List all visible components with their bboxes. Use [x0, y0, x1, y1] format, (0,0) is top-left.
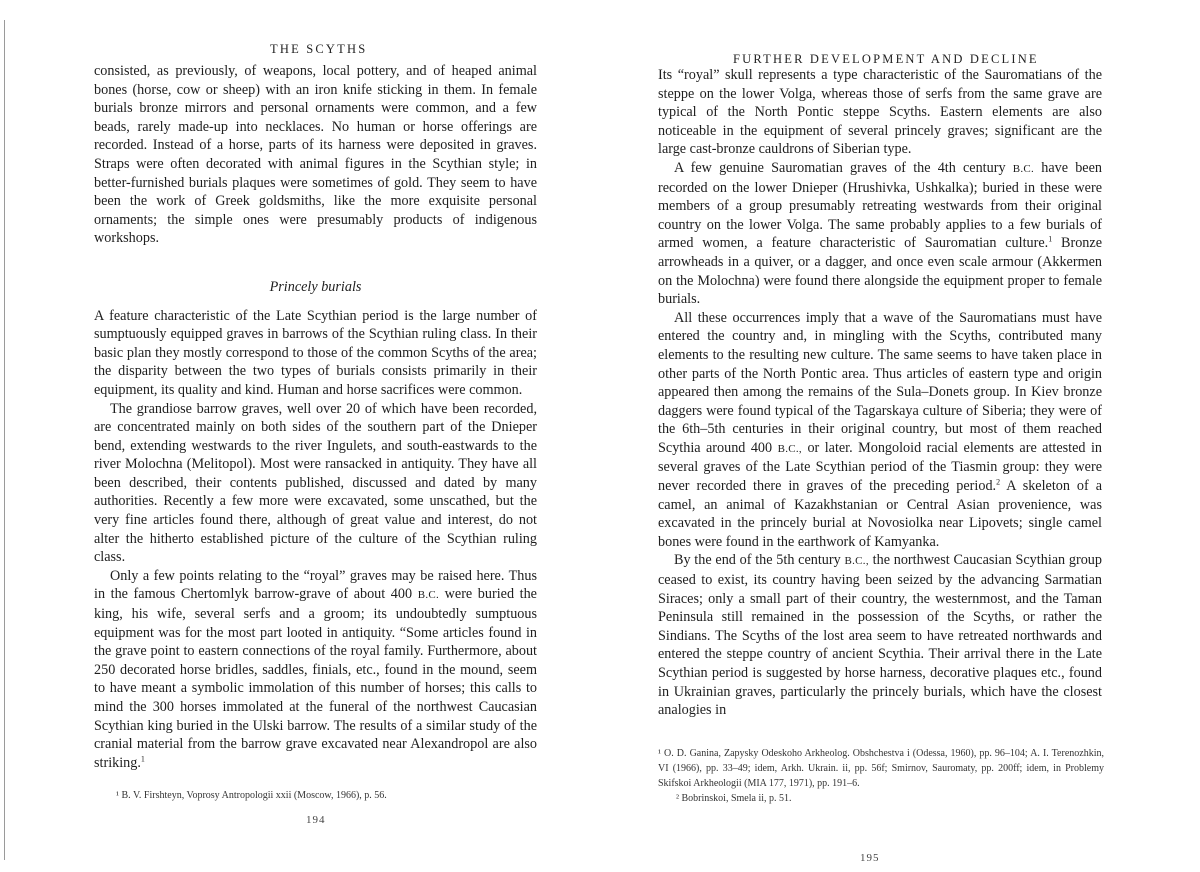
page-number-right: 195 [860, 852, 880, 864]
era-abbrev: B.C., [844, 555, 869, 568]
footnotes-right [658, 746, 1104, 806]
text-run: A few genuine Sauromatian graves of the 4th century [674, 159, 1013, 176]
paragraph [658, 159, 1102, 309]
page-number-left: 194 [306, 814, 326, 826]
era-abbrev: B.C., [777, 442, 802, 455]
right-body-text [658, 66, 1102, 720]
text-run: Only a few points relating to the “royal” graves may be raised here. Thus in the famous Chertomlyk barrow-grave of about 400 [94, 567, 537, 603]
paragraph [658, 551, 1102, 719]
text-run: or later. Mongoloid racial elements are attested in several graves of the Late Scythian period of the Tiasmin group: they were never recorded there in graves of the preceding period. [658, 439, 1102, 495]
paragraph: A feature characteristic of the Late Scythian period is the large number of sumptuously equipped graves in barrows of the Scythian ruling class. In their basic plan they mostly correspond to those of the common Scyths of the area; the disparity between the two types of burials consists primarily in their equipment, its quality and kind. Human and horse sacrifices were common. [94, 307, 537, 398]
text-run: All these occurrences imply that a wave of the Sauromatians must have entered the country and, in mingling with the Scyths, contributed many elements to the resulting new culture. The same seems to have taken place in other parts of the North Pontic area. Thus articles of eastern type and origin appeared then among the remains of the Sula–Donets group. In Kiev bronze daggers were found typical of the Tagarskaya culture of Siberia; they were of the 6th–5th centuries in their original country, but most of them reached Scythia around 400 [658, 309, 1102, 456]
footnote-ref: 2 [996, 477, 1001, 487]
footnote-text: ² Bobrinskoi, Smela ii, p. 51. [676, 793, 792, 804]
text-run: have been recorded on the lower Dnieper (Hrushivka, Ushkalka); buried in these were members of a group presumably retreating westwards from their original country on the lower Volga. The same probably applies to a few burials of armed women, a feature characteristic of Sauromatian culture. [658, 159, 1102, 252]
paragraph: Its “royal” skull represents a type characteristic of the Sauromatians of the steppe on the lower Volga, whereas those of serfs from the same grave are typical of the North Pontic steppe Scyths. Eastern elements are also noticeable in the equipment of several princely graves; significant are the large cast-bronze cauldrons of Siberian type. [658, 67, 1102, 158]
running-head-left: THE SCYTHS [270, 42, 368, 56]
right-page [600, 0, 1200, 872]
text-run: Bronze arrowheads in a quiver, or a dagger, and once even scale armour (Akkermen on the Molochna) were found there alongside the equipment proper to female burials. [658, 235, 1102, 308]
footnote-ref: 1 [1048, 234, 1053, 244]
era-abbrev: B.C. [417, 589, 440, 602]
section-heading: Princely burials [269, 278, 362, 295]
running-head-right: FURTHER DEVELOPMENT AND DECLINE [733, 52, 1039, 66]
paragraph: The grandiose barrow graves, well over 20 of which have been recorded, are concentrated mainly on both sides of the southern part of the Dnieper bend, extending westwards to the river Ingulets, and south-eastwards to the river Molochna (Melitopol). Most were ransacked in antiquity. They have all been described, their contents published, discussed and dated by many authorities. Recently a few more were excavated, some unscathed, but the very fine articles found there, although of great value and interest, do not alter the hitherto established picture of the culture of the Scythian ruling class. [94, 400, 537, 566]
paragraph [94, 567, 537, 773]
footnote-text: ¹ B. V. Firshteyn, Voprosy Antropologii xxii (Moscow, 1966), p. 56. [116, 790, 387, 801]
text-run: A skeleton of a camel, an animal of Kazakhstanian or Central Asian provenience, was excavated in the princely burial at Novosiolka near Lipovets; single camel bones were found in the earthwork of Kamyanka. [658, 478, 1103, 550]
page-edge-line [4, 20, 5, 860]
paragraph [658, 309, 1102, 552]
footnote-left [116, 788, 536, 803]
footnote-text: ¹ O. D. Ganina, Zapysky Odeskoho Arkheolog. Obshchestva i (Odessa, 1960), pp. 96–104; A. I. Terenozhkin, VI (1966), pp. 33–49; idem, Arkh. Ukrain. ii, pp. 56f; Smirnov, Sauromaty, pp. 200ff; idem, in Problemy Skifskoi Arkheologii (MIA 177, 1971), pp. 191–6. [658, 748, 1104, 789]
footnote-ref: 1 [140, 754, 145, 764]
text-run: By the end of the 5th century [674, 552, 845, 569]
text-run: the northwest Caucasian Scythian group ceased to exist, its country having been seized by the advancing Sarmatian Siraces; only a small part of their country, the westernmost, and the Taman Peninsula still remained in the possession of the Scyths, or rather the Sindians. The Scyths of the lost area seem to have retreated northwards and entered the steppe country of ancient Scythia. Their arrival there in the Late Scythian period is suggested by horse harness, decorative plaques etc., found in Ukrainian graves, particularly the princely burials, which have the closest analogies in [658, 552, 1102, 719]
text-run: were buried the king, his wife, several serfs and a groom; its undoubtedly sumptuous equipment was for the most part looted in antiquity. “Some articles found in the grave point to eastern connections of the royal family. Furthermore, about 250 decorated horse bridles, saddles, finials, etc., found in the mound, seem to have meant a symbolic immolation of this number of horses; this calls to mind the 300 horses immolated at the funeral of the northwest Caucasian Scythian king buried in the Ulski barrow. The results of a similar study of the cranial material from the barrow grave excavated near Alexandropol are also striking. [94, 586, 537, 771]
paragraph: consisted, as previously, of weapons, local pottery, and of heaped animal bones (horse, cow or sheep) with an iron knife sticking in them. In female burials bronze mirrors and personal ornaments were common, and a few beads, rarely made-up into necklaces. No human or horse offerings are recorded. Instead of a horse, parts of its harness were deposited in graves. Straps were often decorated with animal figures in the Scythian style; in better-furnished burials plaques were sometimes of gold. They seem to have been the work of Greek goldsmiths, like the more exquisite personal ornaments; the simple ones were presumably products of indigenous workshops. [94, 63, 537, 247]
left-body-text [94, 62, 537, 772]
era-abbrev: B.C. [1012, 162, 1035, 175]
